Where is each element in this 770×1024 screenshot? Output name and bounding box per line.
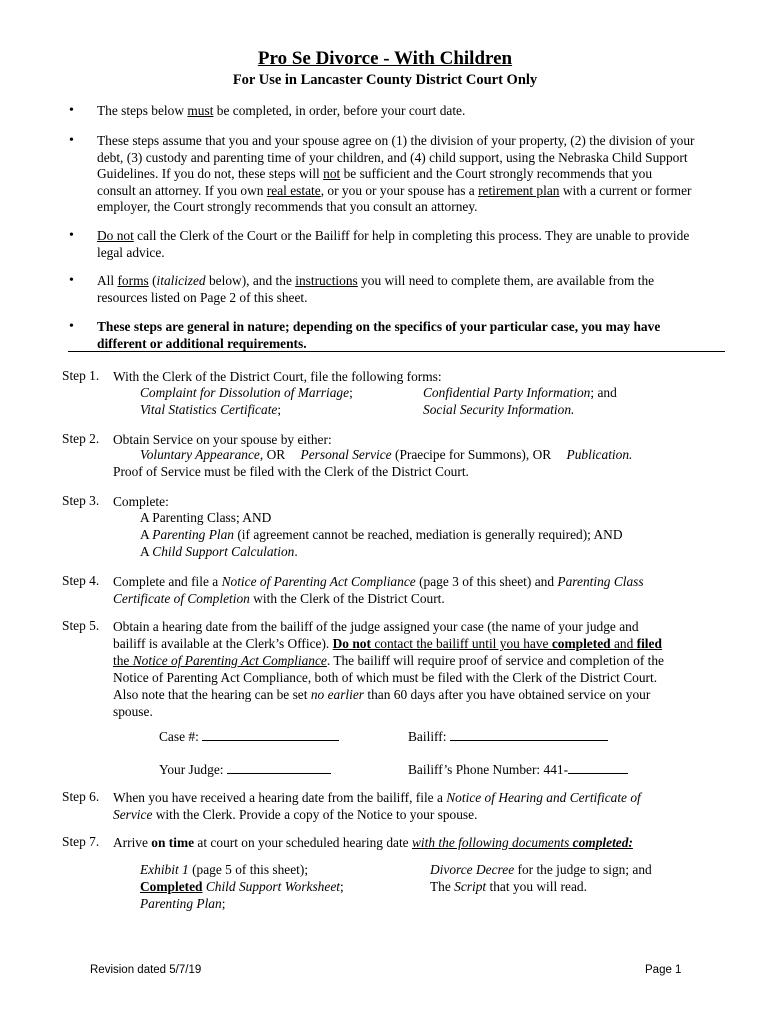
step-1-label: Step 1. [62, 368, 100, 383]
doc-child-support-worksheet: Completed Child Support Worksheet; [140, 879, 344, 894]
page-number: Page 1 [645, 964, 682, 976]
step-7-label: Step 7. [62, 834, 100, 849]
judge-field[interactable]: Your Judge: [159, 762, 331, 778]
step-2-label: Step 2. [62, 431, 100, 446]
bailiff-phone-blank [568, 762, 628, 774]
judge-blank [227, 762, 331, 774]
bullet-icon: • [69, 273, 74, 288]
form-complaint: Complaint for Dissolution of Marriage; [140, 385, 353, 400]
bullet-icon: • [69, 228, 74, 243]
item-parenting-plan: A Parenting Plan (if agreement cannot be reached, mediation is generally required); AND [140, 527, 623, 542]
step-6-text: When you have received a hearing date from the bailiff, file a Notice of Hearing and Certificate of Service with the Clerk. Provide a copy of the Notice to your spouse. [113, 790, 641, 822]
doc-script: The Script that you will read. [430, 879, 587, 894]
bullet-icon: • [69, 103, 74, 118]
case-number-field[interactable]: Case #: [159, 729, 339, 745]
case-number-blank [202, 729, 339, 741]
step-4-text: Complete and file a Notice of Parenting Act Compliance (page 3 of this sheet) and Parenting Class Certificate of Completion with the Clerk of the District Court. [113, 574, 644, 606]
page-title: Pro Se Divorce - With Children [257, 48, 513, 69]
step-3-label: Step 3. [62, 493, 100, 508]
revision-date: Revision dated 5/7/19 [90, 964, 202, 976]
page-subtitle: For Use in Lancaster County District Court Only [232, 72, 538, 88]
bullet-1: The steps below must be completed, in order, before your court date. [97, 103, 466, 118]
doc-exhibit-1: Exhibit 1 (page 5 of this sheet); [140, 862, 309, 877]
bailiff-blank [450, 729, 608, 741]
step-2-text: Obtain Service on your spouse by either: [113, 432, 332, 447]
step-2-proof: Proof of Service must be filed with the Clerk of the District Court. [113, 464, 469, 479]
step-1-text: With the Clerk of the District Court, file the following forms: [113, 369, 442, 384]
bullet-2: These steps assume that you and your spouse agree on (1) the division of your property, (2) the division of your debt, (3) custody and parenting time of your children, and (4) child support, using the Nebraska Child Support Guidelines. If you do not, these steps will not be sufficient and the Court strongly recommends that you consult an attorney. If you own real estate, or you or your spouse has a retirement plan with a current or former employer, the Court strongly recommends that you consult an attorney. [97, 133, 695, 214]
bailiff-field[interactable]: Bailiff: [408, 729, 608, 745]
service-options: Voluntary Appearance, OR Personal Service (Praecipe for Summons), OR Publication. [140, 447, 633, 462]
doc-parenting-plan: Parenting Plan; [140, 896, 226, 911]
step-5-text: Obtain a hearing date from the bailiff of the judge assigned your case (the name of your judge and bailiff is available at the Clerk’s Office). Do not contact the bailiff until you have completed and filed the Notice of Parenting Act Compliance. The bailiff will require proof of service and completion of the Notice of Parenting Act Compliance, both of which must be filed with the Clerk of the District Court. Also note that the hearing can be set no earlier than 60 days after you have obtained service on your spouse. [113, 619, 664, 719]
doc-divorce-decree: Divorce Decree for the judge to sign; and [430, 862, 652, 877]
bailiff-phone-field[interactable]: Bailiff’s Phone Number: 441- [408, 762, 628, 778]
bullet-4: All forms (italicized below), and the instructions you will need to complete them, are available from the resources listed on Page 2 of this sheet. [97, 273, 655, 305]
bullet-3: Do not call the Clerk of the Court or the Bailiff for help in completing this process. They are unable to provide legal advice. [97, 228, 690, 260]
form-confidential-party: Confidential Party Information; and [423, 385, 617, 400]
item-parenting-class: A Parenting Class; AND [140, 510, 272, 525]
step-3-text: Complete: [113, 494, 169, 509]
bullet-icon: • [69, 319, 74, 334]
form-social-security: Social Security Information. [423, 402, 575, 417]
step-7-text: Arrive on time at court on your scheduled hearing date with the following documents completed: [113, 835, 633, 850]
form-vital-statistics: Vital Statistics Certificate; [140, 402, 282, 417]
step-4-label: Step 4. [62, 573, 100, 588]
step-5-label: Step 5. [62, 618, 100, 633]
step-6-label: Step 6. [62, 789, 100, 804]
bullet-5: These steps are general in nature; depending on the specifics of your particular case, you may have different or additional requirements. [97, 319, 661, 351]
item-child-support-calc: A Child Support Calculation. [140, 544, 298, 559]
divider [68, 351, 725, 352]
bullet-icon: • [69, 133, 74, 148]
